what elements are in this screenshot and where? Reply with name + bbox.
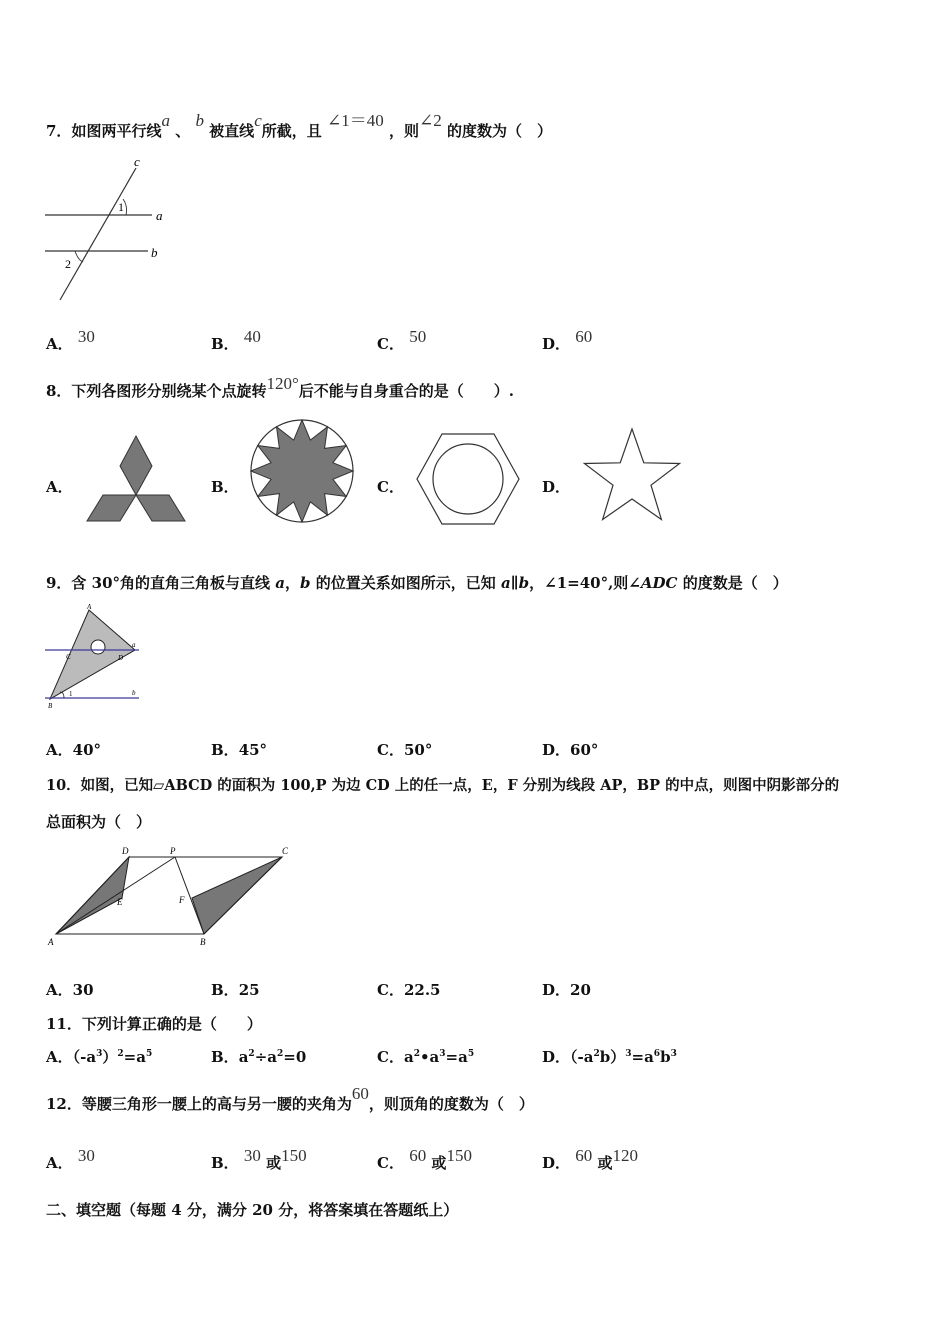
q7-option-b[interactable]: B． 40 — [211, 327, 261, 353]
q7-option-a[interactable]: A． 30 — [46, 327, 95, 353]
q11-option-b[interactable]: B．$a^2\div a^2=0$ — [211, 1048, 307, 1066]
label-A: A — [87, 603, 92, 611]
label-B: B — [48, 702, 53, 710]
q9-option-a[interactable]: A．40° — [46, 741, 102, 759]
three-rhombus-icon[interactable] — [85, 433, 187, 525]
q8-stem: 8．下列各图形分别绕某个点旋转120°后不能与自身重合的是（ ）. — [46, 374, 514, 400]
q7-parallel-lines-figure — [40, 150, 180, 310]
parallelogram-ABCD — [56, 857, 282, 934]
label-1: 1 — [69, 690, 73, 698]
q9-option-b[interactable]: B．45° — [211, 741, 268, 759]
label-F: F — [179, 895, 185, 905]
label-c: c — [134, 154, 140, 169]
q8-option-b-label[interactable]: B． — [211, 478, 239, 496]
q11-option-a[interactable]: A．$(-a^3)^2=a^5$ — [46, 1048, 153, 1066]
q9-option-c[interactable]: C．50° — [377, 741, 433, 759]
q12-stem: 12．等腰三角形一腰上的高与另一腰的夹角为60，则顶角的度数为（ ） — [46, 1084, 534, 1113]
label-D: D — [122, 846, 129, 856]
shaded-right — [192, 857, 282, 934]
label-C: C — [282, 846, 289, 856]
q8-option-c-label[interactable]: C． — [377, 478, 404, 496]
q12-option-a[interactable]: A． 30 — [46, 1146, 95, 1172]
q11-option-d[interactable]: D．$(-a^2b)^3=a^6b^3$ — [542, 1048, 677, 1066]
label-a: a — [132, 641, 136, 649]
q9-option-d[interactable]: D．60° — [542, 741, 599, 759]
q12-option-b[interactable]: B． 30 或150 — [211, 1146, 307, 1172]
set-square-hole — [91, 640, 105, 654]
q7-option-d[interactable]: D． 60 — [542, 327, 593, 353]
q7-option-c[interactable]: C． 50 — [377, 327, 427, 353]
q7-stem: 7．如图两平行线a 、 b 被直线c所截，且 ∠1＝40 ，则∠2 的度数为（ ） — [46, 111, 552, 140]
q10-option-d[interactable]: D．20 — [542, 981, 591, 999]
label-A: A — [48, 937, 54, 947]
q12-option-d[interactable]: D． 60 或120 — [542, 1146, 638, 1172]
label-2: 2 — [65, 257, 71, 271]
q10-option-b[interactable]: B．25 — [211, 981, 260, 999]
angle-2-arc — [75, 251, 83, 262]
label-E: E — [117, 897, 123, 907]
segment-AP — [56, 857, 175, 934]
label-C: C — [66, 653, 71, 661]
q10-stem-line2: 总面积为（ ） — [46, 813, 152, 831]
label-P: P — [170, 846, 176, 856]
five-point-star-icon[interactable] — [582, 425, 684, 523]
q10-parallelogram-figure — [44, 842, 294, 952]
q8-option-d-label[interactable]: D． — [542, 478, 571, 496]
q9-stem: 9．含 30°角的直角三角板与直线 a，b 的位置关系如图所示，已知 a∥b，∠1=40°,则∠ADC 的度数是（ ） — [46, 574, 788, 592]
q10-stem-line1: 10．如图，已知▱ABCD 的面积为 100,P 为边 CD 上的任一点，E，F 分别为线段 AP，BP 的中点，则图中阴影部分的 — [46, 777, 840, 794]
label-1: 1 — [118, 200, 124, 214]
label-a: a — [156, 208, 163, 223]
label-b: b — [132, 689, 136, 697]
label-B: B — [200, 937, 206, 947]
q11-option-c[interactable]: C．$a^2•a^3=a^5$ — [377, 1048, 475, 1066]
q10-option-a[interactable]: A．30 — [46, 981, 94, 999]
hexagon-circle-icon[interactable] — [415, 432, 521, 526]
section-2-title: 二、填空题（每题 4 分，满分 20 分，将答案填在答题纸上） — [46, 1201, 459, 1219]
star-in-circle-icon[interactable] — [248, 417, 356, 525]
label-b: b — [151, 245, 158, 260]
q10-option-c[interactable]: C．22.5 — [377, 981, 441, 999]
q9-triangle-figure — [42, 600, 147, 712]
q11-stem: 11．下列计算正确的是（ ） — [46, 1015, 262, 1033]
q12-option-c[interactable]: C． 60 或150 — [377, 1146, 472, 1172]
q8-option-a-label[interactable]: A． — [46, 478, 73, 496]
line-c — [60, 168, 136, 300]
label-D: D — [118, 654, 124, 662]
